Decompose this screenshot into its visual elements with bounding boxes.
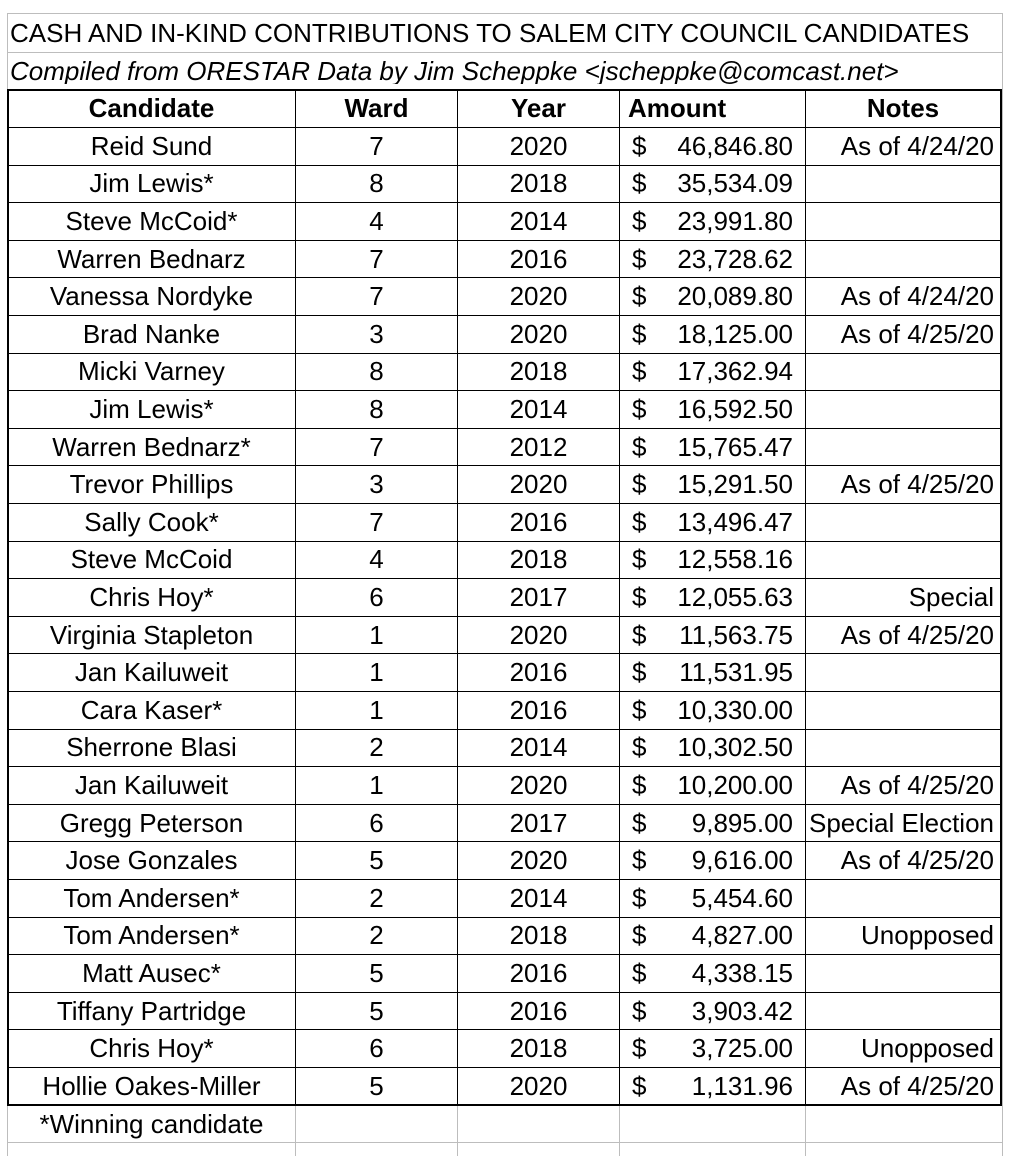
header-notes[interactable]: Notes — [866, 93, 940, 123]
currency-symbol: $ — [632, 882, 647, 913]
cell-ward[interactable]: 4 — [369, 205, 384, 236]
row-divider — [7, 1067, 1002, 1068]
cell-notes[interactable]: As of 4/25/20 — [840, 469, 994, 500]
currency-symbol: $ — [632, 732, 647, 763]
row-divider — [7, 503, 1002, 504]
amount-value: 4,827.00 — [691, 920, 793, 951]
currency-symbol: $ — [632, 506, 647, 537]
row-divider — [7, 616, 1002, 617]
cell-notes[interactable]: As of 4/25/20 — [840, 845, 994, 876]
cell-candidate[interactable]: Virginia Stapleton — [49, 619, 254, 650]
currency-symbol: $ — [632, 431, 647, 462]
cell-year[interactable]: 2020 — [509, 469, 568, 500]
cell-notes[interactable] — [806, 729, 1000, 767]
cell-ward[interactable]: 1 — [369, 657, 384, 688]
cell-amount[interactable] — [620, 315, 805, 353]
cell-year[interactable]: 2016 — [509, 957, 568, 988]
cell-year[interactable]: 2018 — [509, 168, 568, 199]
cell-amount[interactable] — [620, 465, 805, 503]
column-divider — [805, 89, 806, 1104]
footer-column-divider — [619, 1106, 620, 1156]
cell-year[interactable]: 2016 — [509, 243, 568, 274]
amount-value: 12,558.16 — [677, 544, 793, 575]
cell-candidate[interactable]: Jan Kailuweit — [74, 657, 229, 688]
column-divider — [457, 89, 458, 1104]
currency-symbol: $ — [632, 1070, 647, 1101]
cell-candidate[interactable]: Cara Kaser* — [80, 694, 223, 725]
row-divider — [7, 954, 1002, 955]
amount-value: 20,089.80 — [677, 281, 793, 312]
cell-notes[interactable]: As of 4/24/20 — [840, 281, 994, 312]
cell-year[interactable]: 2014 — [509, 393, 568, 424]
amount-value: 35,534.09 — [677, 168, 793, 199]
cell-candidate[interactable]: Warren Bednarz — [57, 243, 246, 274]
grid-title-divider — [7, 52, 1003, 53]
cell-notes[interactable]: Special Election — [809, 807, 994, 838]
currency-symbol: $ — [632, 281, 647, 312]
cell-ward[interactable]: 1 — [369, 769, 384, 800]
amount-value: 46,846.80 — [677, 130, 793, 161]
cell-ward[interactable]: 7 — [369, 506, 384, 537]
row-divider — [7, 992, 1002, 993]
cell-amount[interactable] — [620, 766, 805, 804]
footer-column-divider — [295, 1106, 296, 1156]
cell-amount[interactable] — [620, 841, 805, 879]
cell-notes[interactable] — [806, 165, 1000, 203]
grid-right-border — [1002, 13, 1003, 1156]
row-divider — [7, 691, 1002, 692]
cell-notes[interactable] — [806, 503, 1000, 541]
cell-amount[interactable] — [620, 992, 805, 1030]
column-divider — [295, 89, 296, 1104]
header-bottom-border — [7, 127, 1002, 128]
cell-notes[interactable]: As of 4/25/20 — [840, 318, 994, 349]
cell-ward[interactable]: 2 — [369, 920, 384, 951]
header-candidate[interactable]: Candidate — [88, 93, 215, 123]
cell-ward[interactable]: 6 — [369, 807, 384, 838]
table-bottom-border — [7, 1104, 1002, 1106]
amount-value: 9,616.00 — [691, 845, 793, 876]
cell-ward[interactable]: 5 — [369, 957, 384, 988]
row-divider — [7, 653, 1002, 654]
cell-candidate[interactable]: Gregg Peterson — [59, 807, 244, 838]
footer-column-divider — [805, 1106, 806, 1156]
cell-candidate[interactable]: Chris Hoy* — [89, 581, 214, 612]
amount-value: 3,725.00 — [691, 1033, 793, 1064]
cell-amount[interactable] — [620, 1067, 805, 1105]
currency-symbol: $ — [632, 694, 647, 725]
cell-year[interactable]: 2014 — [509, 882, 568, 913]
cell-candidate[interactable]: Hollie Oakes-Miller — [42, 1070, 261, 1101]
cell-amount[interactable] — [620, 578, 805, 616]
cell-ward[interactable]: 8 — [369, 168, 384, 199]
cell-notes[interactable]: Unopposed — [861, 1033, 994, 1064]
cell-year[interactable]: 2020 — [509, 130, 568, 161]
row-divider — [7, 277, 1002, 278]
cell-candidate[interactable]: Sherrone Blasi — [66, 732, 237, 763]
row-divider — [7, 465, 1002, 466]
currency-symbol: $ — [632, 957, 647, 988]
cell-amount[interactable] — [620, 879, 805, 917]
cell-notes[interactable] — [806, 353, 1000, 391]
cell-amount[interactable] — [620, 127, 805, 165]
amount-value: 4,338.15 — [691, 957, 793, 988]
row-divider — [7, 165, 1002, 166]
cell-ward[interactable]: 8 — [369, 356, 384, 387]
row-divider — [7, 315, 1002, 316]
cell-amount[interactable] — [620, 691, 805, 729]
cell-ward[interactable]: 5 — [369, 845, 384, 876]
amount-value: 18,125.00 — [677, 318, 793, 349]
currency-symbol: $ — [632, 1033, 647, 1064]
cell-notes[interactable] — [806, 541, 1000, 579]
amount-value: 5,454.60 — [691, 882, 793, 913]
cell-year[interactable]: 2016 — [509, 694, 568, 725]
currency-symbol: $ — [632, 168, 647, 199]
cell-amount[interactable] — [620, 390, 805, 428]
header-amount[interactable]: Amount — [628, 93, 727, 123]
currency-symbol: $ — [632, 393, 647, 424]
cell-ward[interactable]: 7 — [369, 243, 384, 274]
sheet-title[interactable]: CASH AND IN-KIND CONTRIBUTIONS TO SALEM CITY COUNCIL CANDIDATES — [10, 20, 970, 46]
amount-value: 13,496.47 — [677, 506, 793, 537]
cell-candidate[interactable]: Tiffany Partridge — [56, 995, 247, 1026]
currency-symbol: $ — [632, 845, 647, 876]
cell-candidate[interactable]: Sally Cook* — [84, 506, 219, 537]
cell-candidate[interactable]: Jan Kailuweit — [74, 769, 229, 800]
row-divider — [7, 917, 1002, 918]
amount-value: 10,200.00 — [677, 769, 793, 800]
currency-symbol: $ — [632, 130, 647, 161]
row-divider — [7, 202, 1002, 203]
cell-ward[interactable]: 4 — [369, 544, 384, 575]
row-divider — [7, 729, 1002, 730]
cell-year[interactable]: 2020 — [509, 1070, 568, 1101]
cell-ward[interactable]: 5 — [369, 1070, 384, 1101]
cell-year[interactable]: 2014 — [509, 732, 568, 763]
currency-symbol: $ — [632, 243, 647, 274]
cell-amount[interactable] — [620, 353, 805, 391]
cell-ward[interactable]: 1 — [369, 694, 384, 725]
cell-year[interactable]: 2017 — [509, 581, 568, 612]
cell-candidate[interactable]: Trevor Phillips — [69, 469, 234, 500]
cell-ward[interactable]: 6 — [369, 1033, 384, 1064]
cell-year[interactable]: 2020 — [509, 845, 568, 876]
cell-candidate[interactable]: Chris Hoy* — [89, 1033, 214, 1064]
cell-notes[interactable]: As of 4/25/20 — [840, 769, 994, 800]
cell-candidate[interactable]: Micki Varney — [78, 356, 225, 387]
cell-notes[interactable] — [806, 691, 1000, 729]
header-year[interactable]: Year — [511, 93, 566, 123]
footer-column-divider — [457, 1106, 458, 1156]
cell-amount[interactable] — [620, 240, 805, 278]
cell-year[interactable]: 2012 — [509, 431, 568, 462]
row-divider — [7, 390, 1002, 391]
cell-year[interactable]: 2020 — [509, 281, 568, 312]
amount-value: 15,765.47 — [677, 431, 793, 462]
cell-candidate[interactable]: Tom Andersen* — [63, 882, 240, 913]
currency-symbol: $ — [632, 205, 647, 236]
cell-ward[interactable]: 1 — [369, 619, 384, 650]
cell-amount[interactable] — [620, 428, 805, 466]
cell-ward[interactable]: 5 — [369, 995, 384, 1026]
cell-notes[interactable] — [806, 390, 1000, 428]
cell-year[interactable]: 2020 — [509, 318, 568, 349]
row-divider — [7, 1029, 1002, 1030]
cell-amount[interactable] — [620, 729, 805, 767]
cell-candidate[interactable]: Warren Bednarz* — [52, 431, 251, 462]
cell-year[interactable]: 2016 — [509, 995, 568, 1026]
cell-year[interactable]: 2020 — [509, 619, 568, 650]
row-divider — [7, 541, 1002, 542]
currency-symbol: $ — [632, 581, 647, 612]
amount-value: 15,291.50 — [677, 469, 793, 500]
cell-notes[interactable]: Unopposed — [861, 920, 994, 951]
currency-symbol: $ — [632, 469, 647, 500]
cell-candidate[interactable]: Steve McCoid — [70, 544, 233, 575]
cell-candidate[interactable]: Vanessa Nordyke — [49, 281, 254, 312]
amount-value: 10,302.50 — [677, 732, 793, 763]
cell-notes[interactable] — [806, 653, 1000, 691]
cell-candidate[interactable]: Jose Gonzales — [65, 845, 238, 876]
amount-value: 16,592.50 — [677, 393, 793, 424]
cell-candidate[interactable]: Steve McCoid* — [65, 205, 238, 236]
row-divider — [7, 353, 1002, 354]
table-top-border — [7, 89, 1002, 91]
cell-year[interactable]: 2018 — [509, 544, 568, 575]
cell-candidate[interactable]: Jim Lewis* — [89, 168, 214, 199]
row-divider — [7, 804, 1002, 805]
currency-symbol: $ — [632, 807, 647, 838]
cell-ward[interactable]: 7 — [369, 281, 384, 312]
currency-symbol: $ — [632, 920, 647, 951]
cell-ward[interactable]: 2 — [369, 882, 384, 913]
cell-year[interactable]: 2017 — [509, 807, 568, 838]
cell-year[interactable]: 2014 — [509, 205, 568, 236]
cell-amount[interactable] — [620, 503, 805, 541]
cell-amount[interactable] — [620, 277, 805, 315]
amount-value: 23,728.62 — [677, 243, 793, 274]
cell-notes[interactable]: As of 4/25/20 — [840, 1070, 994, 1101]
currency-symbol: $ — [632, 657, 647, 688]
currency-symbol: $ — [632, 619, 647, 650]
currency-symbol: $ — [632, 318, 647, 349]
cell-year[interactable]: 2018 — [509, 356, 568, 387]
cell-year[interactable]: 2016 — [509, 657, 568, 688]
cell-year[interactable]: 2020 — [509, 769, 568, 800]
currency-symbol: $ — [632, 995, 647, 1026]
row-divider — [7, 428, 1002, 429]
sheet-subtitle[interactable]: Compiled from ORESTAR Data by Jim Scheppke <jscheppke@comcast.net> — [10, 58, 899, 84]
amount-value: 1,131.96 — [691, 1070, 793, 1101]
cell-candidate[interactable]: Brad Nanke — [82, 318, 221, 349]
cell-amount[interactable] — [620, 1029, 805, 1067]
amount-value: 11,563.75 — [679, 619, 793, 650]
row-divider — [7, 879, 1002, 880]
amount-value: 11,531.95 — [679, 657, 793, 688]
cell-amount[interactable] — [620, 165, 805, 203]
amount-value: 10,330.00 — [677, 694, 793, 725]
cell-ward[interactable]: 2 — [369, 732, 384, 763]
cell-amount[interactable] — [620, 954, 805, 992]
cell-candidate[interactable]: Tom Andersen* — [63, 920, 240, 951]
amount-value: 23,991.80 — [677, 205, 793, 236]
cell-ward[interactable]: 3 — [369, 469, 384, 500]
grid-top-border — [7, 13, 1003, 14]
footnote-winning-candidate[interactable]: *Winning candidate — [39, 1109, 264, 1139]
cell-notes[interactable] — [806, 879, 1000, 917]
cell-notes[interactable] — [806, 428, 1000, 466]
cell-ward[interactable]: 3 — [369, 318, 384, 349]
currency-symbol: $ — [632, 544, 647, 575]
cell-notes[interactable] — [806, 992, 1000, 1030]
cell-amount[interactable] — [620, 653, 805, 691]
amount-value: 9,895.00 — [691, 807, 793, 838]
amount-value: 3,903.42 — [691, 995, 793, 1026]
cell-year[interactable]: 2018 — [509, 1033, 568, 1064]
cell-notes[interactable]: Special — [908, 581, 994, 612]
currency-symbol: $ — [632, 769, 647, 800]
row-divider — [7, 578, 1002, 579]
cell-amount[interactable] — [620, 202, 805, 240]
cell-candidate[interactable]: Matt Ausec* — [82, 957, 221, 988]
cell-notes[interactable]: As of 4/25/20 — [840, 619, 994, 650]
footer-row-divider — [7, 1142, 1003, 1143]
cell-year[interactable]: 2018 — [509, 920, 568, 951]
cell-notes[interactable]: As of 4/24/20 — [840, 130, 994, 161]
currency-symbol: $ — [632, 356, 647, 387]
cell-ward[interactable]: 7 — [369, 431, 384, 462]
cell-notes[interactable] — [806, 240, 1000, 278]
column-divider — [619, 89, 620, 1104]
cell-year[interactable]: 2016 — [509, 506, 568, 537]
cell-candidate[interactable]: Reid Sund — [90, 130, 213, 161]
cell-amount[interactable] — [620, 541, 805, 579]
row-divider — [7, 766, 1002, 767]
cell-candidate[interactable]: Jim Lewis* — [89, 393, 214, 424]
cell-notes[interactable] — [806, 954, 1000, 992]
row-divider — [7, 841, 1002, 842]
amount-value: 17,362.94 — [677, 356, 793, 387]
row-divider — [7, 240, 1002, 241]
cell-ward[interactable]: 8 — [369, 393, 384, 424]
cell-ward[interactable]: 7 — [369, 130, 384, 161]
cell-amount[interactable] — [620, 616, 805, 654]
amount-value: 12,055.63 — [677, 581, 793, 612]
header-ward[interactable]: Ward — [344, 93, 409, 123]
cell-amount[interactable] — [620, 917, 805, 955]
cell-ward[interactable]: 6 — [369, 581, 384, 612]
cell-notes[interactable] — [806, 202, 1000, 240]
cell-amount[interactable] — [620, 804, 805, 842]
